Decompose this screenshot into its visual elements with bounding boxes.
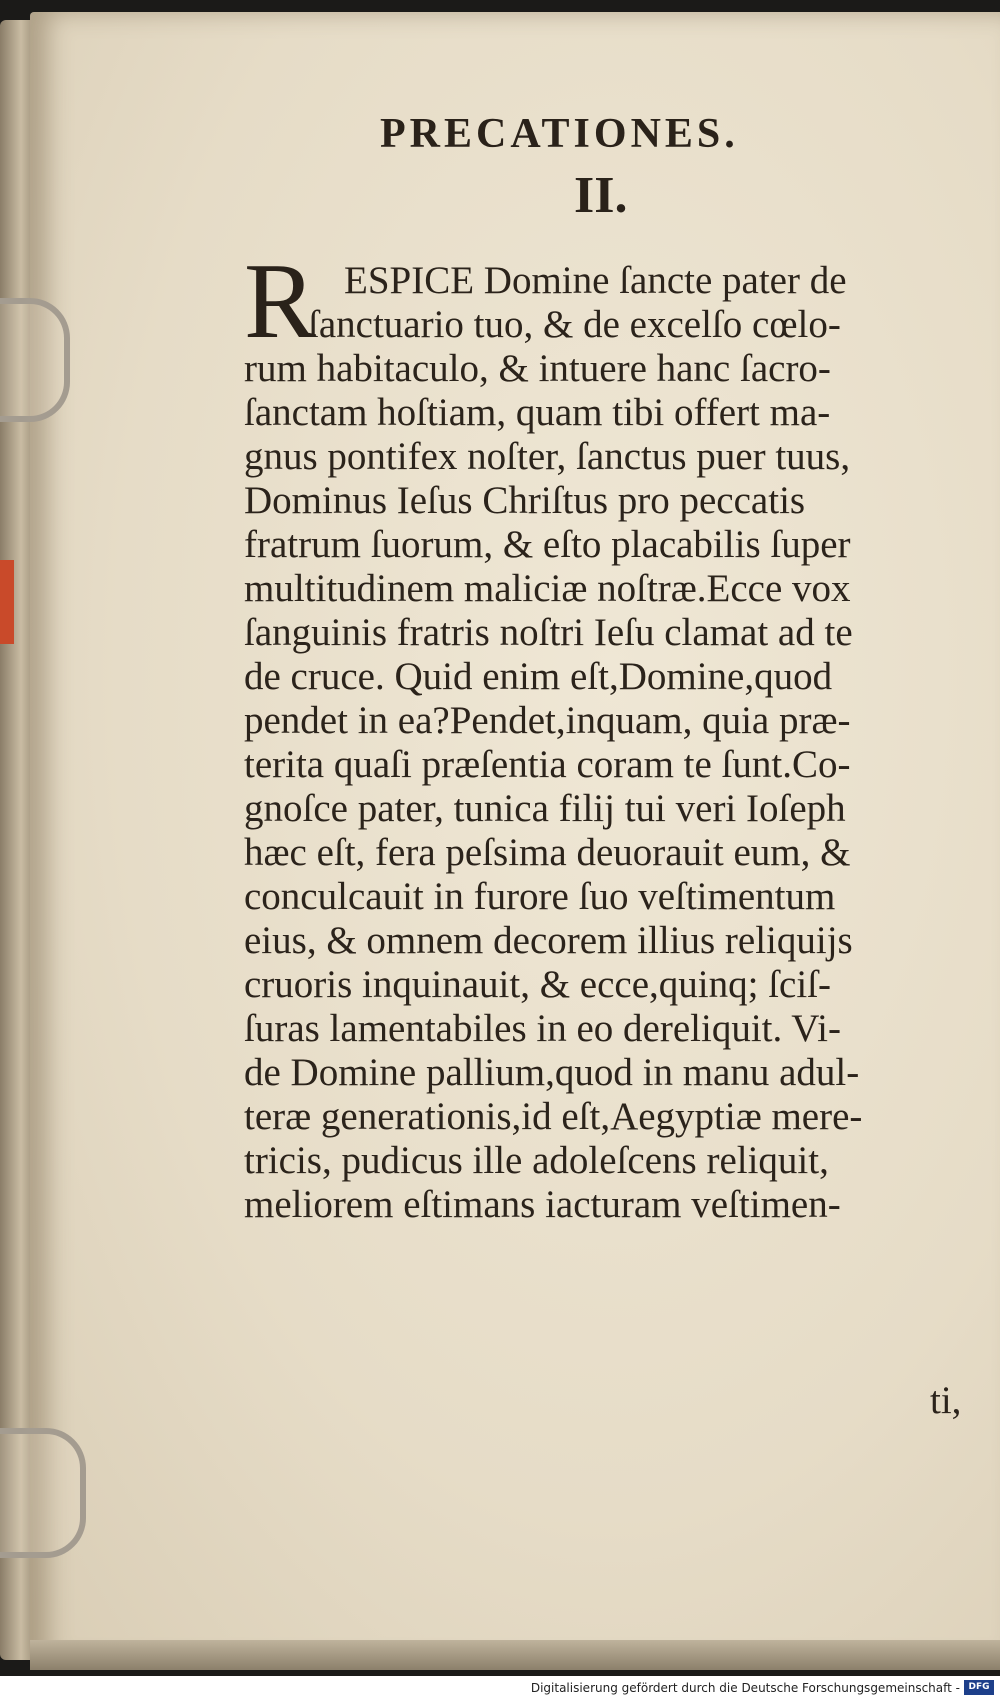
dfg-logo: DFG (964, 1680, 994, 1695)
text-line: conculcauit in furore ſuo veſtimentum (244, 875, 836, 918)
text-line: de Domine pallium,quod in manu adul- (244, 1051, 860, 1094)
running-header: PRECATIONES. (380, 111, 739, 157)
text-line: de cruce. Quid enim eſt,Domine,quod (244, 655, 833, 698)
digitization-footer (0, 1676, 1000, 1700)
section-number: II. (574, 167, 628, 224)
page-clip-bottom (0, 1428, 86, 1558)
text-line: ſuras lamentabiles in eo dereliquit. Vi- (244, 1007, 841, 1050)
page-stack-edge (30, 1640, 1000, 1670)
text-line: terita quaſi præſentia coram te ſunt.Co- (244, 743, 851, 786)
text-line: hæc eſt, fera peſsima deuorauit eum, & (244, 831, 851, 874)
text-line: Dominus Ieſus Chriſtus pro peccatis (244, 479, 806, 522)
text-line: meliorem eſtimans iacturam veſtimen- (244, 1183, 841, 1226)
catchword: ti, (930, 1379, 962, 1422)
text-line: gnoſce pater, tunica filij tui veri Ioſeph (244, 787, 846, 830)
text-line: fratrum ſuorum, & eſto placabilis ſuper (244, 523, 851, 566)
page-clip-top (0, 298, 70, 422)
text-line: ESPICE Domine ſancte pater de (344, 259, 847, 302)
text-line: pendet in ea?Pendet,inquam, quia præ- (244, 699, 851, 742)
text-line: ſanguinis fratris noſtri Ieſu clamat ad te (244, 611, 853, 654)
text-line: ſanctam hoſtiam, quam tibi offert ma- (244, 391, 831, 434)
text-line: multitudinem maliciæ noſtræ.Ecce vox (244, 567, 851, 610)
text-line: teræ generationis,id eſt,Aegyptiæ mere- (244, 1095, 863, 1138)
drop-cap: R (244, 242, 317, 361)
text-line: cruoris inquinauit, & ecce,quinq; ſciſ- (244, 963, 831, 1006)
ribbon-marker (0, 560, 14, 644)
text-line: tricis, pudicus ille adoleſcens reliquit, (244, 1139, 829, 1182)
text-line: gnus pontifex noſter, ſanctus puer tuus, (244, 435, 851, 478)
text-line: rum habitaculo, & intuere hanc ſacro- (244, 347, 831, 390)
text-line: eius, & omnem decorem illius reliquijs (244, 919, 853, 962)
footer-credit: Digitalisierung gefördert durch die Deutsche Forschungsgemeinschaft - (530, 1681, 960, 1695)
text-line: ſanctuario tuo, & de excelſo cœlo- (308, 303, 841, 346)
